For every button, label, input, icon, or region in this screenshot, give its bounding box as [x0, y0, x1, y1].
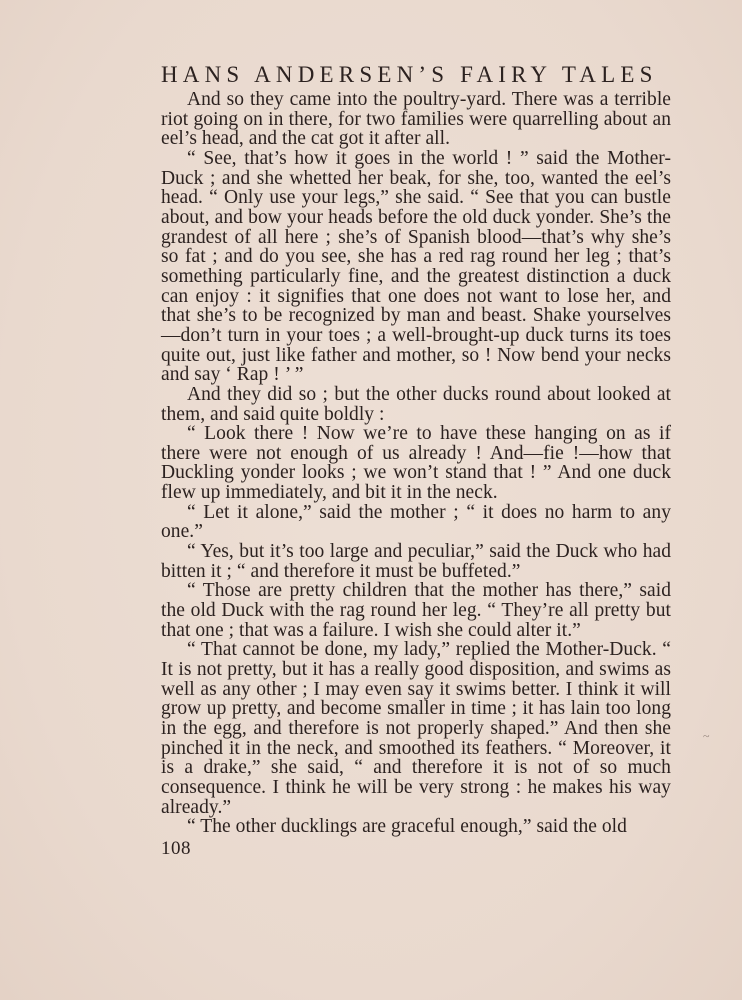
running-head: HANS ANDERSEN’S FAIRY TALES — [161, 62, 658, 87]
paragraph: “ That cannot be done, my lady,” replied the Mother-Duck. “ It is not pretty, but it has a really good disposition, and swims as well as any other ; I may even say it swims better. I think it will grow up pretty, and become smaller in time ; it has lain too long in the egg, and therefore is not properly shaped.” And then she pinched it in the neck, and smoothed its feathers. “ Moreover, it is a drake,” she said, “ and therefore it is not of so much consequence. I think he will be very strong : he makes his way already.” — [161, 639, 671, 818]
paragraph: “ The other ducklings are graceful enough,” said the old — [187, 816, 627, 838]
paragraph: “ Look there ! Now we’re to have these hanging on as if there were not enough of us already ! And—fie !—how that Duckling yonder looks ; we won’t stand that ! ” And one duck flew up immediately, and bit it in the neck. — [161, 423, 671, 504]
page-number: 108 — [161, 837, 191, 859]
paragraph: “ See, that’s how it goes in the world ! ” said the Mother-Duck ; and she whetted her beak, for she, too, wanted the eel’s head. “ Only use your legs,” she said. “ See that you can bustle about, and bow your heads before the old duck yonder. She’s the grandest of all here ; she’s of Spanish blood—that’s why she’s so fat ; and do you see, she has a red rag round her leg ; that’s something particularly fine, and the greatest distinction a duck can enjoy : it signifies that one does not want to lose her, and that she’s to be recognized by man and beast. Shake yourselves—don’t turn in your toes ; a well-brought-up duck turns its toes quite out, just like father and mother, so ! Now bend your necks and say ‘ Rap ! ’ ” — [161, 147, 671, 386]
paragraph: “ Yes, but it’s too large and peculiar,” said the Duck who had bitten it ; “ and therefore it must be buffeted.” — [161, 541, 671, 582]
paragraph: And they did so ; but the other ducks round about looked at them, and said quite boldly : — [161, 383, 671, 425]
margin-mark: ~ — [703, 729, 710, 743]
paragraph: “ Those are pretty children that the mother has there,” said the old Duck with the rag round her leg. “ They’re all pretty but that one ; that was a failure. I wish she could alter it.” — [161, 580, 671, 641]
paragraph: “ Let it alone,” said the mother ; “ it does no harm to any one.” — [161, 501, 671, 543]
text-block — [161, 60, 671, 859]
paragraph: And so they came into the poultry-yard. There was a terrible riot going on in there, for two families were quarrelling about an eel’s head, and the cat got it after all. — [161, 89, 671, 150]
